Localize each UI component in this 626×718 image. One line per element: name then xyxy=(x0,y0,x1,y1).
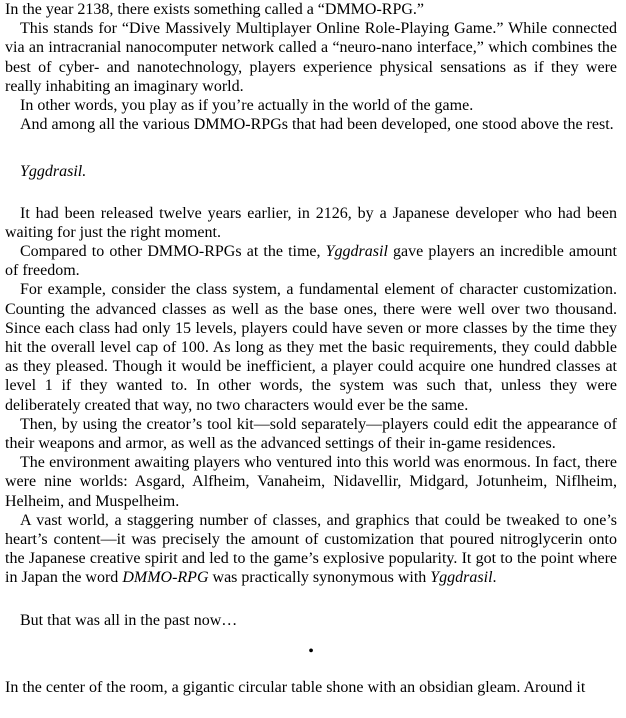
text-run: In other words, you play as if you’re actually in the world of the game. xyxy=(20,97,474,115)
text-run: Then, by using the creator’s tool kit—sold separately—players could edit the appearance of their weapons and armor, as well as the advanced settings of their in-game residences. xyxy=(5,415,617,453)
scene-break-bullet xyxy=(5,642,617,661)
text-run: In the center of the room, a gigantic circular table shone with an obsidian gleam. Around it xyxy=(5,679,586,697)
paragraph-nine-worlds xyxy=(5,453,617,511)
spacer xyxy=(5,134,617,162)
text-run: But that was all in the past now… xyxy=(20,611,238,629)
text-run: Compared to other DMMO-RPGs at the time, xyxy=(20,243,326,261)
paragraph-class-system xyxy=(5,280,617,414)
spacer xyxy=(5,588,617,611)
spacer xyxy=(5,630,617,642)
paragraph-one-stood-above xyxy=(5,115,617,134)
text-run: gave players an incredible amount of freedom. xyxy=(5,243,617,280)
spacer xyxy=(5,182,617,204)
paragraph-obsidian-table xyxy=(5,678,617,697)
text-run: It had been released twelve years earlier, in 2126, by a Japanese developer who had been waiting for just the right moment. xyxy=(5,204,617,241)
text-run: This stands for “Dive Massively Multiplayer Online Role-Playing Game.” While connected via an intracranial nanocomputer network called a “neuro-nano interface,” which combines the best of cyber- and nanotechnology, players experience physical sensations as if they were really inhabiting an imaginary world. xyxy=(5,20,617,95)
text-run: For example, consider the class system, a fundamental element of character customization. Counting the advanced classes as well as the base ones, there were well over two thousand. Since each class had only 15 levels, players could have seven or more classes by the time they hit the overall level cap of 100. As long as they met the basic requirements, they could dabble as they pleased. Though it would be inefficient, a player could acquire one hundred classes at level 1 if they wanted to. In other words, the system was such that, unless they were deliberately created that way, no two characters would ever be the same. xyxy=(5,281,617,414)
paragraph-in-other-words xyxy=(5,96,617,115)
italic-text-run: Yggdrasil xyxy=(325,243,388,261)
paragraph-explosive-popularity xyxy=(5,511,617,588)
text-run: • xyxy=(308,642,314,660)
text-run: And among all the various DMMO-RPGs that had been developed, one stood above the rest. xyxy=(20,116,614,134)
paragraph-in-the-past xyxy=(5,611,617,630)
paragraph-creators-toolkit xyxy=(5,415,617,453)
italic-text-run: Yggdrasil xyxy=(430,569,493,587)
paragraph-dive-mmo xyxy=(5,19,617,96)
paragraph-year-2138 xyxy=(5,0,617,19)
paragraph-incredible-freedom xyxy=(5,242,617,280)
text-run: A vast world, a staggering number of classes, and graphics that could be tweaked to one’s heart’s content—it was precisely the amount of customization that poured nitroglycerin onto the Japanese creative spirit and led to the game’s explosive popularity. It got to the point where in Japan the word xyxy=(5,511,617,587)
spacer xyxy=(5,661,617,678)
italic-text-run: DMMO-RPG xyxy=(122,569,209,587)
italic-text-run: Yggdrasil. xyxy=(20,163,87,181)
paragraph-released-2126 xyxy=(5,204,617,242)
text-run: . xyxy=(492,569,497,587)
text-run: In the year 2138, there exists something called a “DMMO-RPG.” xyxy=(5,1,425,18)
text-run: was practically synonymous with xyxy=(208,569,431,587)
text-run: The environment awaiting players who ventured into this world was enormous. In fact, there were nine worlds: Asgard, Alfheim, Vanaheim, Nidavellir, Midgard, Jotunheim, Niflheim, Helheim, and Muspelheim. xyxy=(5,454,617,510)
paragraph-yggdrasil-title xyxy=(5,162,617,181)
